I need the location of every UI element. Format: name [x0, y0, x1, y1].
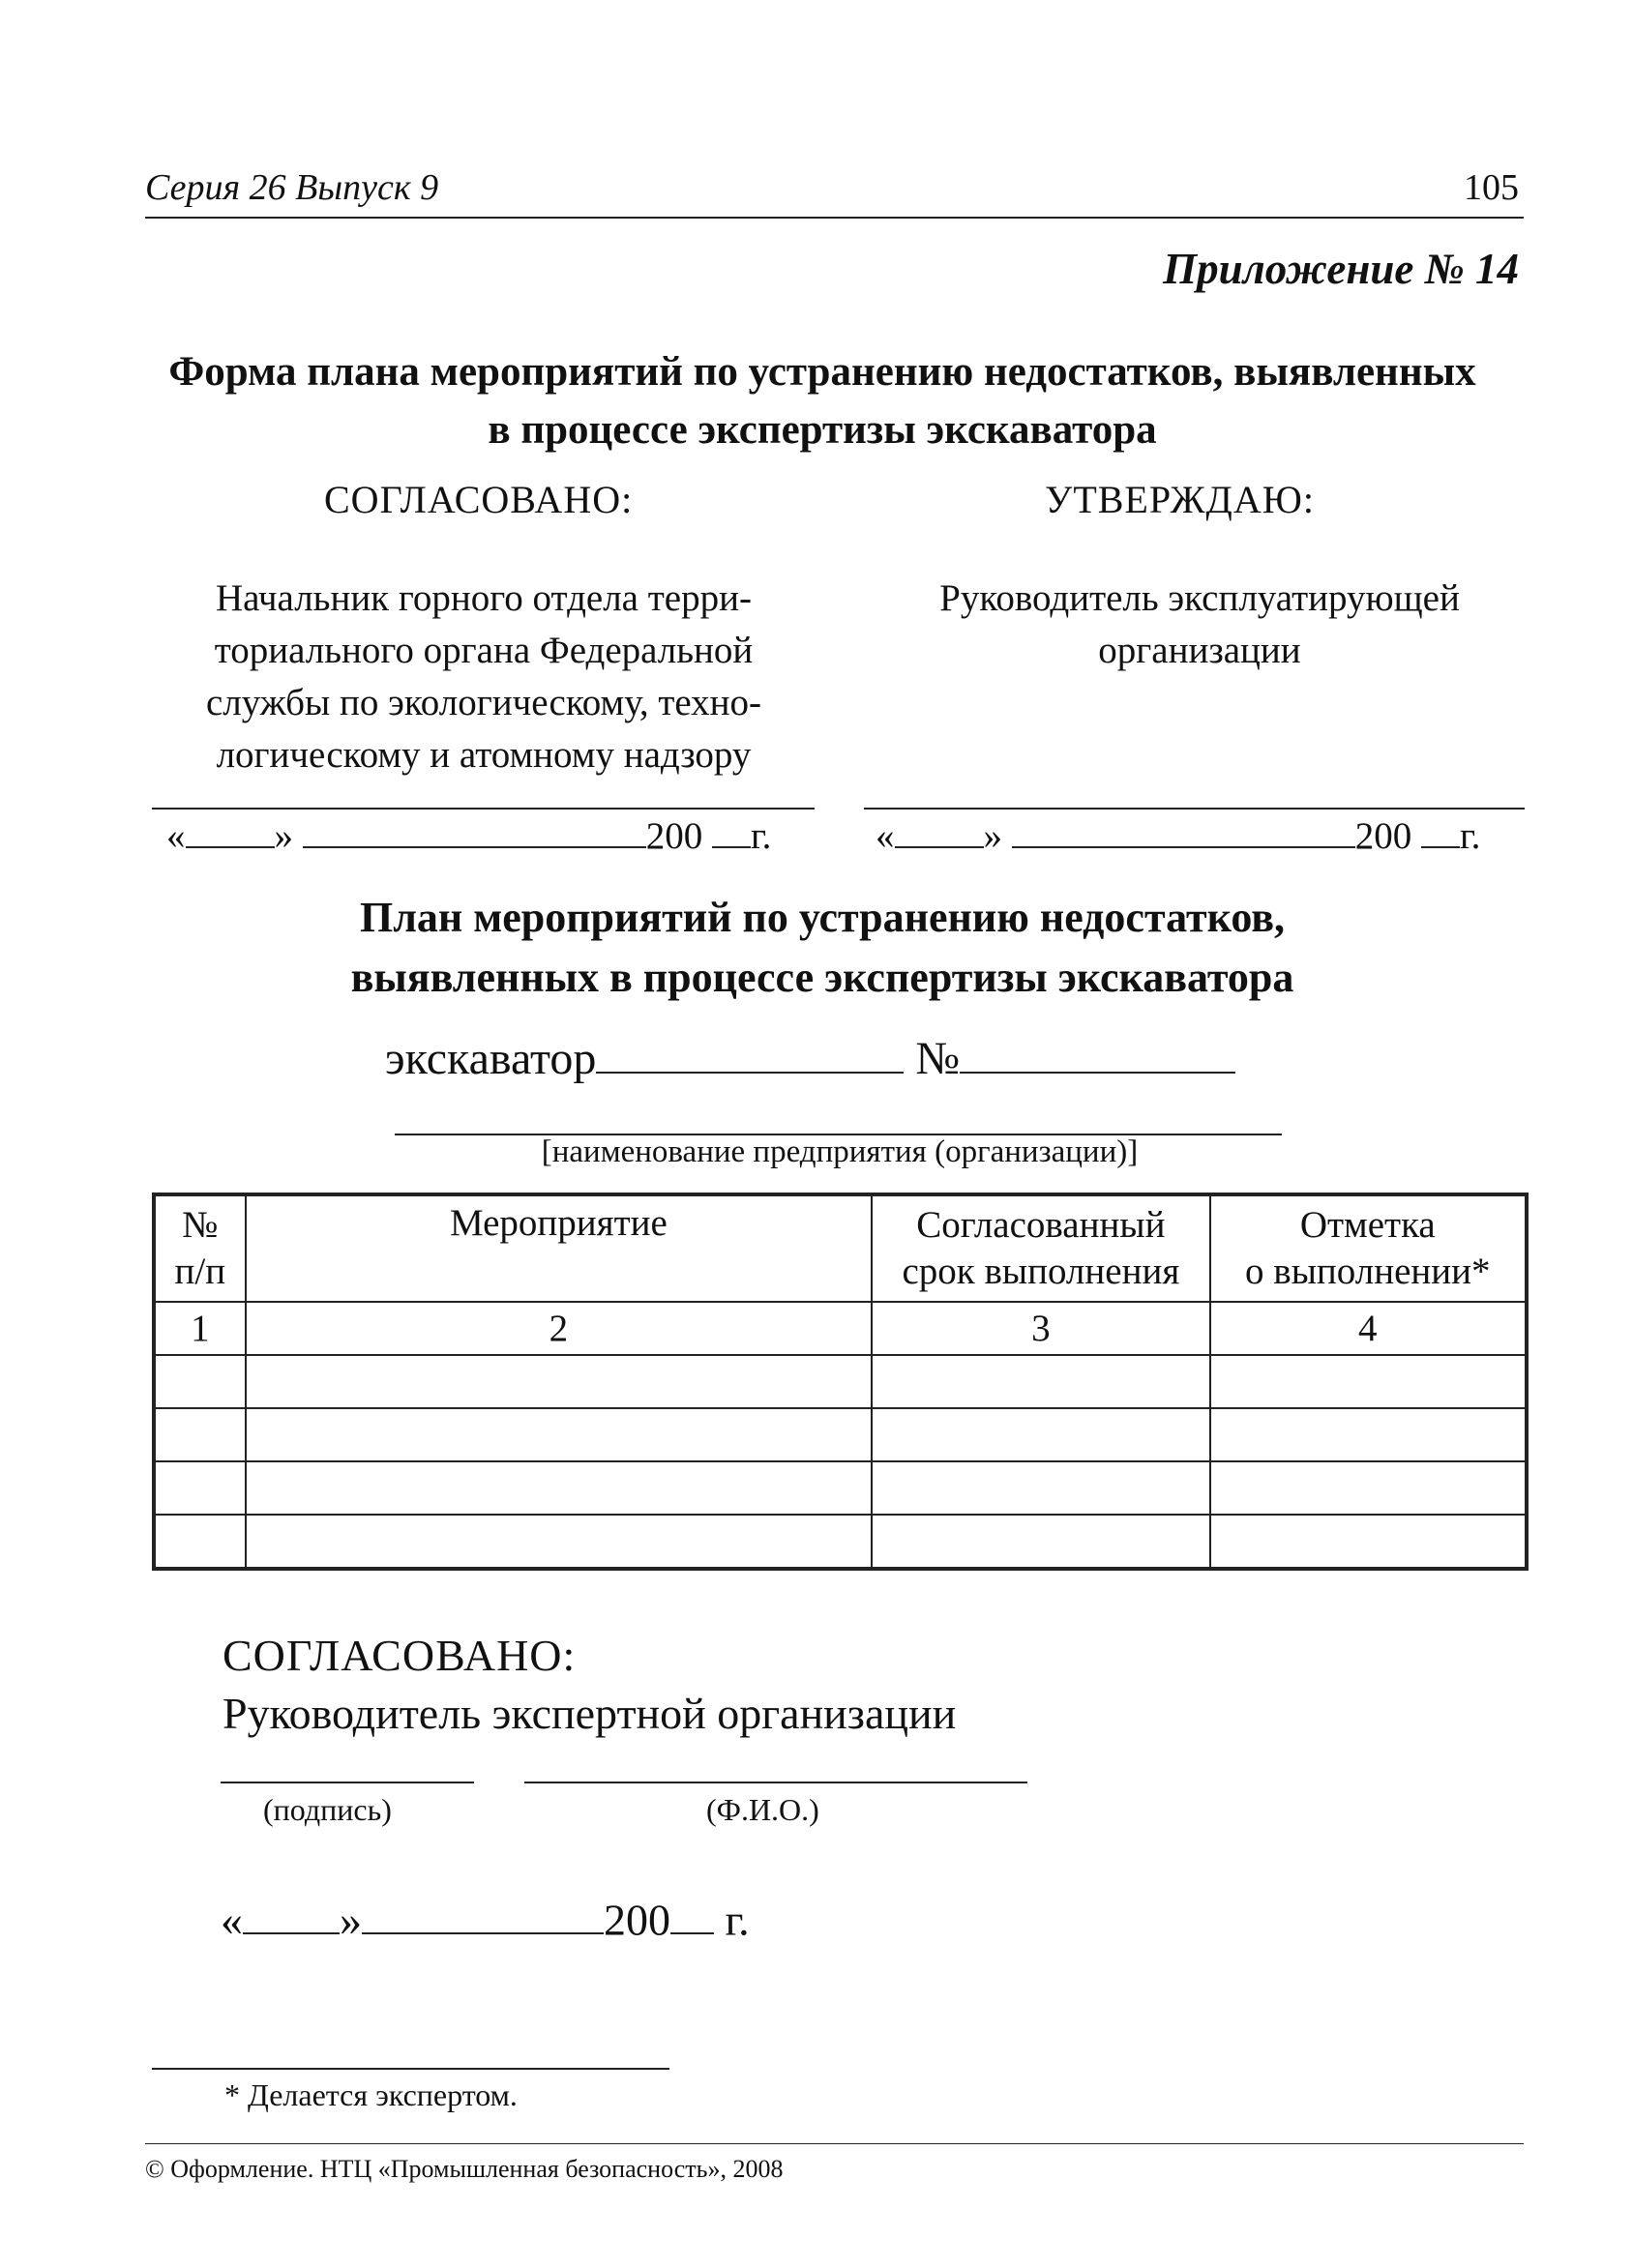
month-blank [362, 1893, 604, 1934]
agreed-signature-line [152, 808, 815, 810]
year-blank [1421, 812, 1460, 848]
table-cell[interactable] [154, 1355, 246, 1408]
year-prefix: 200 [1354, 815, 1412, 858]
day-blank [243, 1893, 340, 1934]
close-quote: » [274, 815, 293, 858]
appendix-label: Приложение № 14 [1163, 245, 1519, 293]
series-label: Серия 26 Выпуск 9 [145, 167, 439, 208]
copyright: © Оформление. НТЦ «Промышленная безопасность», 2008 [145, 2155, 784, 2183]
approve-line-1: Руководитель эксплуатирующей [939, 577, 1460, 619]
excavator-number-blank [960, 1030, 1235, 1074]
excavator-label: экскаватор [385, 1033, 597, 1085]
year-suffix: г. [1460, 815, 1481, 858]
footnote-rule [152, 2068, 669, 2070]
column-number-1: 1 [154, 1302, 246, 1355]
form-title [126, 343, 1519, 459]
signature-caption: (подпись) [263, 1792, 392, 1827]
year-prefix: 200 [645, 815, 703, 858]
excavator-line [385, 1030, 1235, 1085]
year-blank [712, 812, 751, 848]
plan-title [242, 888, 1403, 1008]
year-prefix: 200 [604, 1895, 670, 1945]
bottom-date-row [221, 1893, 750, 1945]
copyright-rule [145, 2143, 1524, 2144]
col-header-number: № п/п [154, 1194, 246, 1302]
col-header-completion-mark: Отметка о выполнении* [1210, 1194, 1527, 1302]
table-cell[interactable] [872, 1515, 1209, 1569]
close-quote: » [340, 1895, 362, 1945]
table-cell[interactable] [1210, 1355, 1527, 1408]
name-line [524, 1782, 1027, 1783]
table-cell[interactable] [246, 1515, 872, 1569]
table-cell[interactable] [154, 1461, 246, 1515]
approve-line-2: организации [1098, 630, 1301, 671]
table-row [154, 1461, 1527, 1515]
agreed-heading: СОГЛАСОВАНО: [324, 478, 634, 521]
name-caption: (Ф.И.О.) [706, 1792, 819, 1827]
table-cell[interactable] [1210, 1461, 1527, 1515]
open-quote: « [876, 815, 895, 858]
table-row [154, 1302, 1527, 1355]
col-header-measure: Мероприятие [246, 1194, 872, 1302]
bottom-agreed-heading: СОГЛАСОВАНО: [223, 1631, 577, 1680]
table-row [154, 1355, 1527, 1408]
table-header-row [154, 1194, 1527, 1302]
day-blank [895, 812, 984, 848]
table-row [154, 1515, 1527, 1569]
organization-caption: [наименование предприятия (организации)] [541, 1134, 1139, 1169]
table-cell[interactable] [246, 1461, 872, 1515]
signature-line [221, 1782, 474, 1783]
approve-signature-line [864, 808, 1525, 810]
col-header-deadline: Согласованный срок выполнения [872, 1194, 1209, 1302]
header-rule [145, 217, 1524, 219]
table-cell[interactable] [872, 1408, 1209, 1461]
day-blank [186, 812, 275, 848]
agreed-line-2: ториального органа Федеральной [214, 630, 754, 671]
running-head [145, 166, 1519, 209]
column-number-4: 4 [1210, 1302, 1527, 1355]
table-cell[interactable] [1210, 1515, 1527, 1569]
year-suffix: г. [725, 1895, 750, 1945]
year-blank [670, 1893, 714, 1934]
form-title-line-2: в процессе экспертизы экскаватора [488, 407, 1157, 453]
approve-date-row [876, 812, 1480, 858]
table-cell[interactable] [872, 1355, 1209, 1408]
close-quote: » [983, 815, 1002, 858]
bottom-agreed-role: Руководитель экспертной организации [223, 1689, 957, 1738]
table-row [154, 1408, 1527, 1461]
page-number: 105 [1464, 167, 1519, 208]
column-number-3: 3 [872, 1302, 1209, 1355]
table-cell[interactable] [246, 1408, 872, 1461]
open-quote: « [166, 815, 186, 858]
table-cell[interactable] [246, 1355, 872, 1408]
approve-heading: УТВЕРЖДАЮ: [1045, 478, 1315, 521]
year-suffix: г. [751, 815, 772, 858]
month-blank [303, 812, 646, 848]
agreed-block [155, 573, 813, 781]
month-blank [1012, 812, 1355, 848]
table-cell[interactable] [154, 1515, 246, 1569]
table-cell[interactable] [872, 1461, 1209, 1515]
excavator-blank [596, 1030, 904, 1074]
agreed-line-4: логическому и атомному надзору [216, 734, 752, 776]
footnote: * Делается экспертом. [224, 2077, 518, 2112]
approve-block [871, 573, 1529, 677]
agreed-line-3: службы по экологическому, техно- [205, 682, 762, 723]
form-title-line-1: Форма плана мероприятий по устранению недостатков, выявленных [168, 349, 1476, 395]
open-quote: « [221, 1895, 243, 1945]
agreed-line-1: Начальник горного отдела терри- [216, 577, 752, 619]
table-cell[interactable] [154, 1408, 246, 1461]
column-number-2: 2 [246, 1302, 872, 1355]
agreed-date-row [166, 812, 771, 858]
plan-table [152, 1193, 1529, 1571]
plan-title-line-1: План мероприятий по устранению недостатков, [359, 894, 1286, 941]
table-cell[interactable] [1210, 1408, 1527, 1461]
number-sign: № [915, 1033, 961, 1085]
plan-title-line-2: выявленных в процессе экспертизы экскаватора [350, 954, 1294, 1001]
